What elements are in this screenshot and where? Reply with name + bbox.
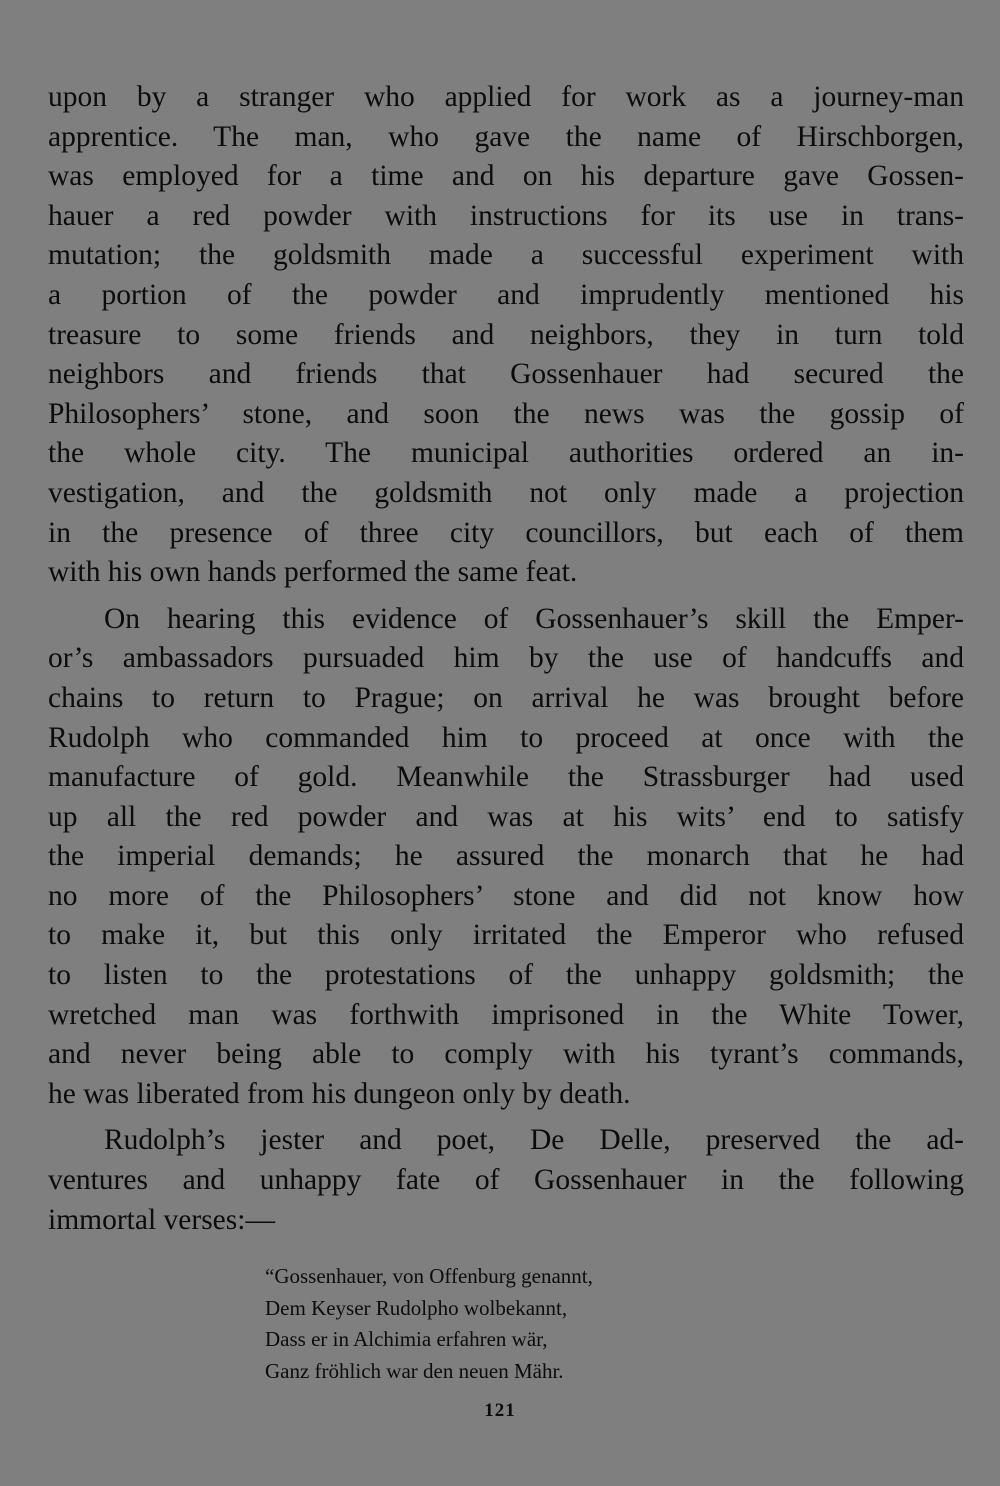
text-line: Philosophers’ stone, and soon the news was the gossip of <box>48 397 964 430</box>
text-line: with his own hands performed the same feat. <box>48 556 578 589</box>
text-line: hauer a red powder with instructions for its use in trans- <box>48 199 964 232</box>
verse-line: Dass er in Alchimia erfahren wär, <box>265 1327 548 1351</box>
text-line: to listen to the protestations of the unhappy goldsmith; the <box>48 959 964 992</box>
text-line: the whole city. The municipal authorities ordered an in- <box>48 437 964 470</box>
text-line: Rudolph who commanded him to proceed at once with the <box>48 721 964 754</box>
text-line: mutation; the goldsmith made a successful experiment with <box>48 239 964 272</box>
paragraph-1 <box>48 78 964 593</box>
text-line: in the presence of three city councillors, but each of them <box>48 516 964 549</box>
text-line: treasure to some friends and neighbors, they in turn told <box>48 318 964 351</box>
text-line: or’s ambassadors pursuaded him by the use of handcuffs and <box>48 642 964 675</box>
text-line: he was liberated from his dungeon only by death. <box>48 1077 631 1110</box>
book-page-text <box>48 78 964 1240</box>
text-line: immortal verses:— <box>48 1203 275 1236</box>
text-line: vestigation, and the goldsmith not only made a projection <box>48 476 964 509</box>
text-line: no more of the Philosophers’ stone and did not know how <box>48 879 964 912</box>
text-line: wretched man was forthwith imprisoned in the White Tower, <box>48 998 964 1031</box>
verse-line: “Gossenhauer, von Offenburg genannt, <box>265 1264 593 1288</box>
text-line: apprentice. The man, who gave the name of Hirschborgen, <box>48 120 964 153</box>
page-number: 121 <box>484 1400 516 1421</box>
text-line: was employed for a time and on his departure gave Gossen- <box>48 160 964 193</box>
text-line: neighbors and friends that Gossenhauer had secured the <box>48 358 964 391</box>
text-line: ventures and unhappy fate of Gossenhauer in the following <box>48 1164 964 1197</box>
text-line: and never being able to comply with his tyrant’s commands, <box>48 1038 964 1071</box>
text-line: On hearing this evidence of Gossenhauer’s skill the Emper- <box>104 602 964 635</box>
verse-line: Ganz fröhlich war den neuen Mähr. <box>265 1358 564 1383</box>
text-line: the imperial demands; he assured the monarch that he had <box>48 840 964 873</box>
text-line: upon by a stranger who applied for work as a journey-man <box>48 81 964 113</box>
text-line: a portion of the powder and imprudently mentioned his <box>48 278 964 311</box>
paragraph-2 <box>48 600 964 1115</box>
text-line: manufacture of gold. Meanwhile the Strassburger had used <box>48 761 964 794</box>
text-line: up all the red powder and was at his wits’ end to satisfy <box>48 800 964 833</box>
verse-quotation <box>265 1261 593 1387</box>
text-line: chains to return to Prague; on arrival he was brought before <box>48 681 964 714</box>
paragraph-3 <box>48 1121 964 1240</box>
text-line: to make it, but this only irritated the Emperor who refused <box>48 919 964 952</box>
text-line: Rudolph’s jester and poet, De Delle, preserved the ad- <box>104 1124 964 1157</box>
verse-line: Dem Keyser Rudolpho wolbekannt, <box>265 1295 568 1320</box>
